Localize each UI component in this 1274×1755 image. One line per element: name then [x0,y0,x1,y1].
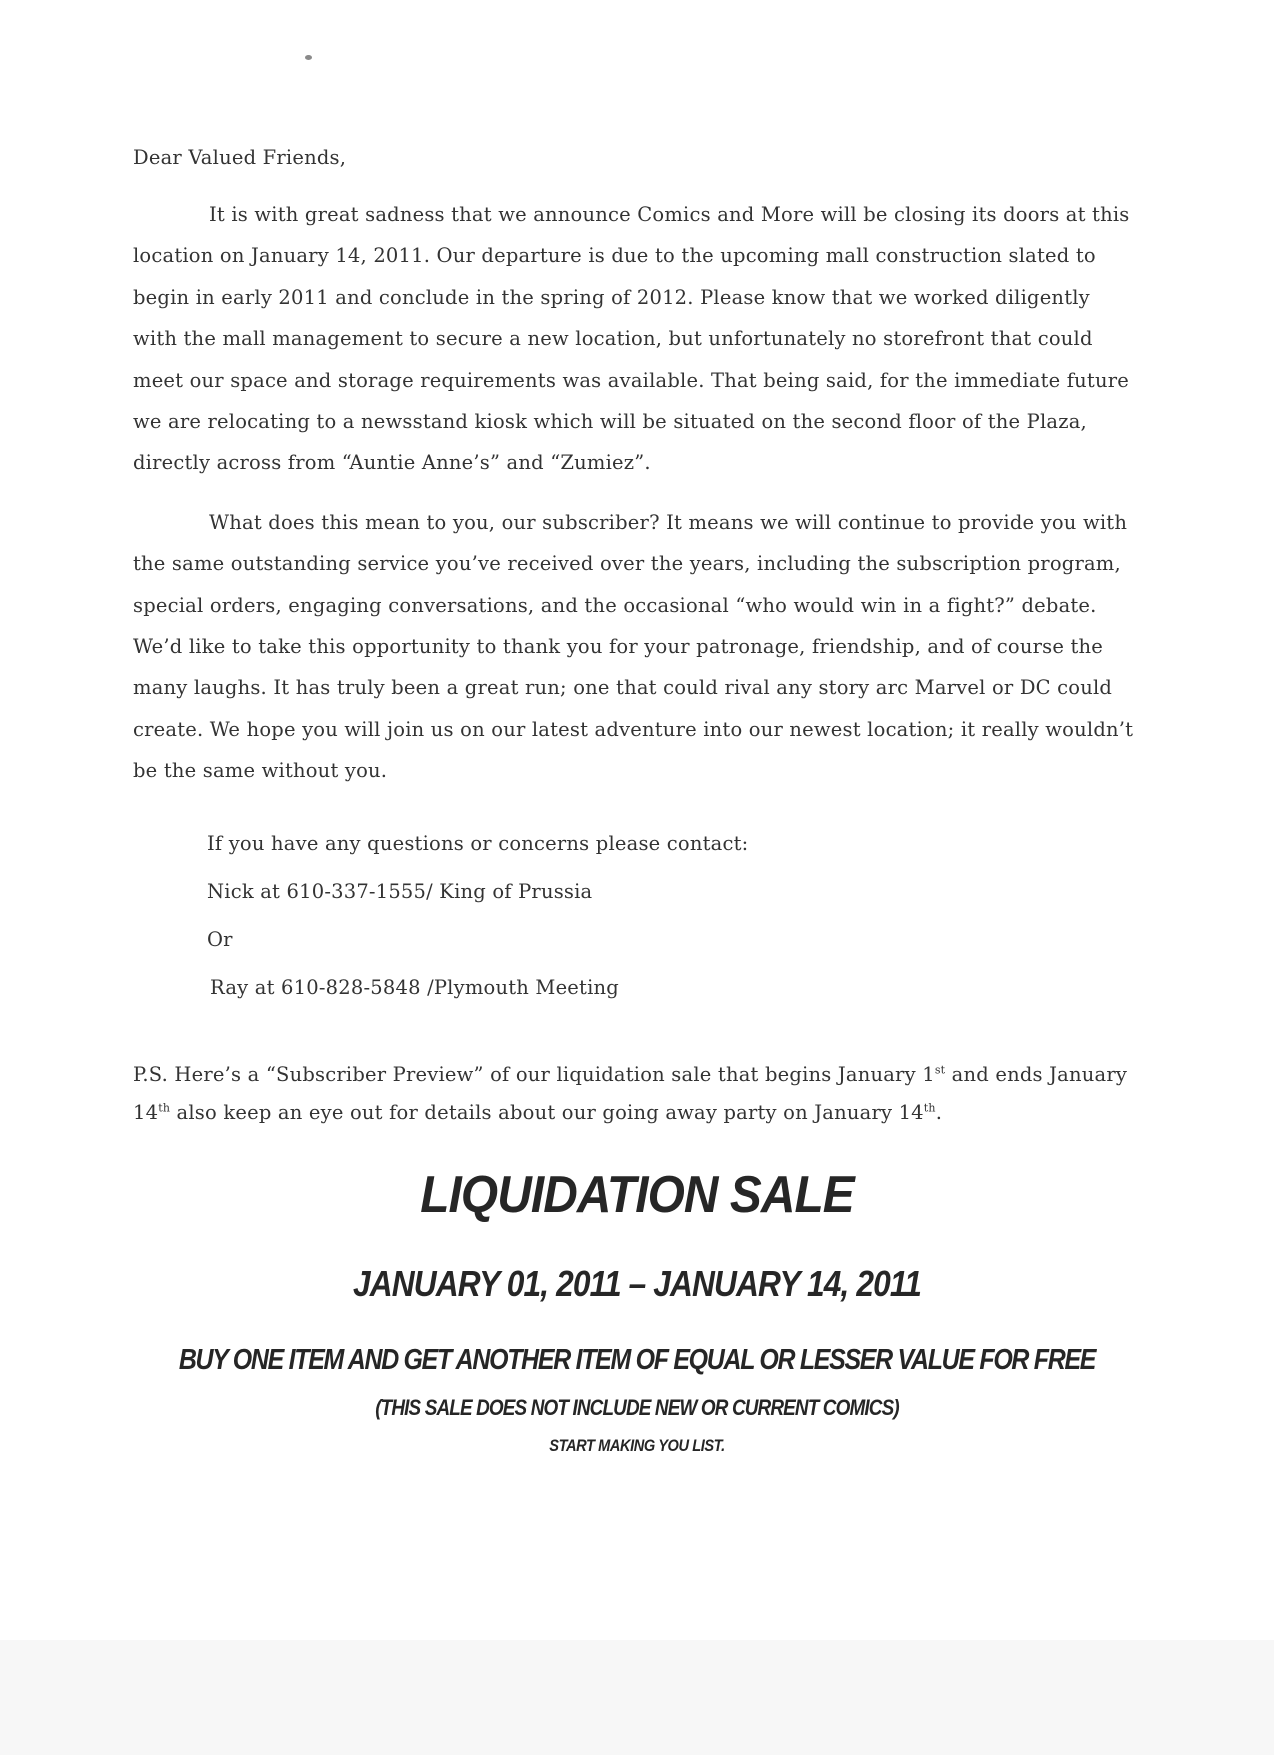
sale-title: LIQUIDATION SALE [420,1166,854,1224]
contact-separator: Or [207,927,233,951]
contact-intro: If you have any questions or concerns please contact: [207,831,749,855]
scan-speck [305,55,312,60]
sale-exclusion-note: (THIS SALE DOES NOT INCLUDE NEW OR CURRENT COMICS) [375,1395,899,1420]
contact-nick: Nick at 610-337-1555/ King of Prussia [207,879,593,903]
sale-offer: BUY ONE ITEM AND GET ANOTHER ITEM OF EQUAL OR LESSER VALUE FOR FREE [178,1344,1096,1376]
salutation: Dear Valued Friends, [133,146,347,169]
ps-sup-1: st [934,1063,946,1077]
sale-dates: JANUARY 01, 2011 – JANUARY 14, 2011 [353,1263,921,1304]
contact-ray: Ray at 610-828-5848 /Plymouth Meeting [210,975,619,999]
sale-call-to-action: START MAKING YOU LIST. [549,1436,725,1455]
ps-text-1: P.S. Here’s a “Subscriber Preview” of our liquidation sale that begins January 1 [133,1062,935,1086]
ps-sup-2: th [158,1101,171,1115]
ps-text-2: and ends January 14 [133,1062,1128,1124]
paragraph-closing-announcement: It is with great sadness that we announce Comics and More will be closing its doors at this location on January 14, 2011. Our departure is due to the upcoming mall construction slated to begin in early 2011 and conclude in the spring of 2012. Please know that we worked diligently with the mall management to secure a new location, but unfortunately no storefront that could meet our space and storage requirements was available. That being said, for the immediate future we are relocating to a newsstand kiosk which will be situated on the second floor of the Plaza, directly across from “Auntie Anne’s” and “Zumiez”. [133,203,1130,475]
letter-body [133,143,1135,1132]
postscript [133,1056,1135,1132]
ps-sup-3: th [923,1101,936,1115]
contact-block [207,820,1135,1012]
paragraph-subscriber-message: What does this mean to you, our subscriber? It means we will continue to provide you with the same outstanding service you’ve received over the years, including the subscription program, special orders, engaging conversations, and the occasional “who would win in a fight?” debate. We’d like to take this opportunity to thank you for your patronage, friendship, and of course the many laughs. It has truly been a great run; one that could rival any story arc Marvel or DC could create. We hope you will join us on our latest adventure into our newest location; it really wouldn’t be the same without you. [133,510,1134,783]
scan-bottom-edge [0,1640,1274,1755]
ps-text-3: also keep an eye out for details about our going away party on January 14 [170,1100,924,1124]
ps-text-4: . [935,1100,943,1124]
